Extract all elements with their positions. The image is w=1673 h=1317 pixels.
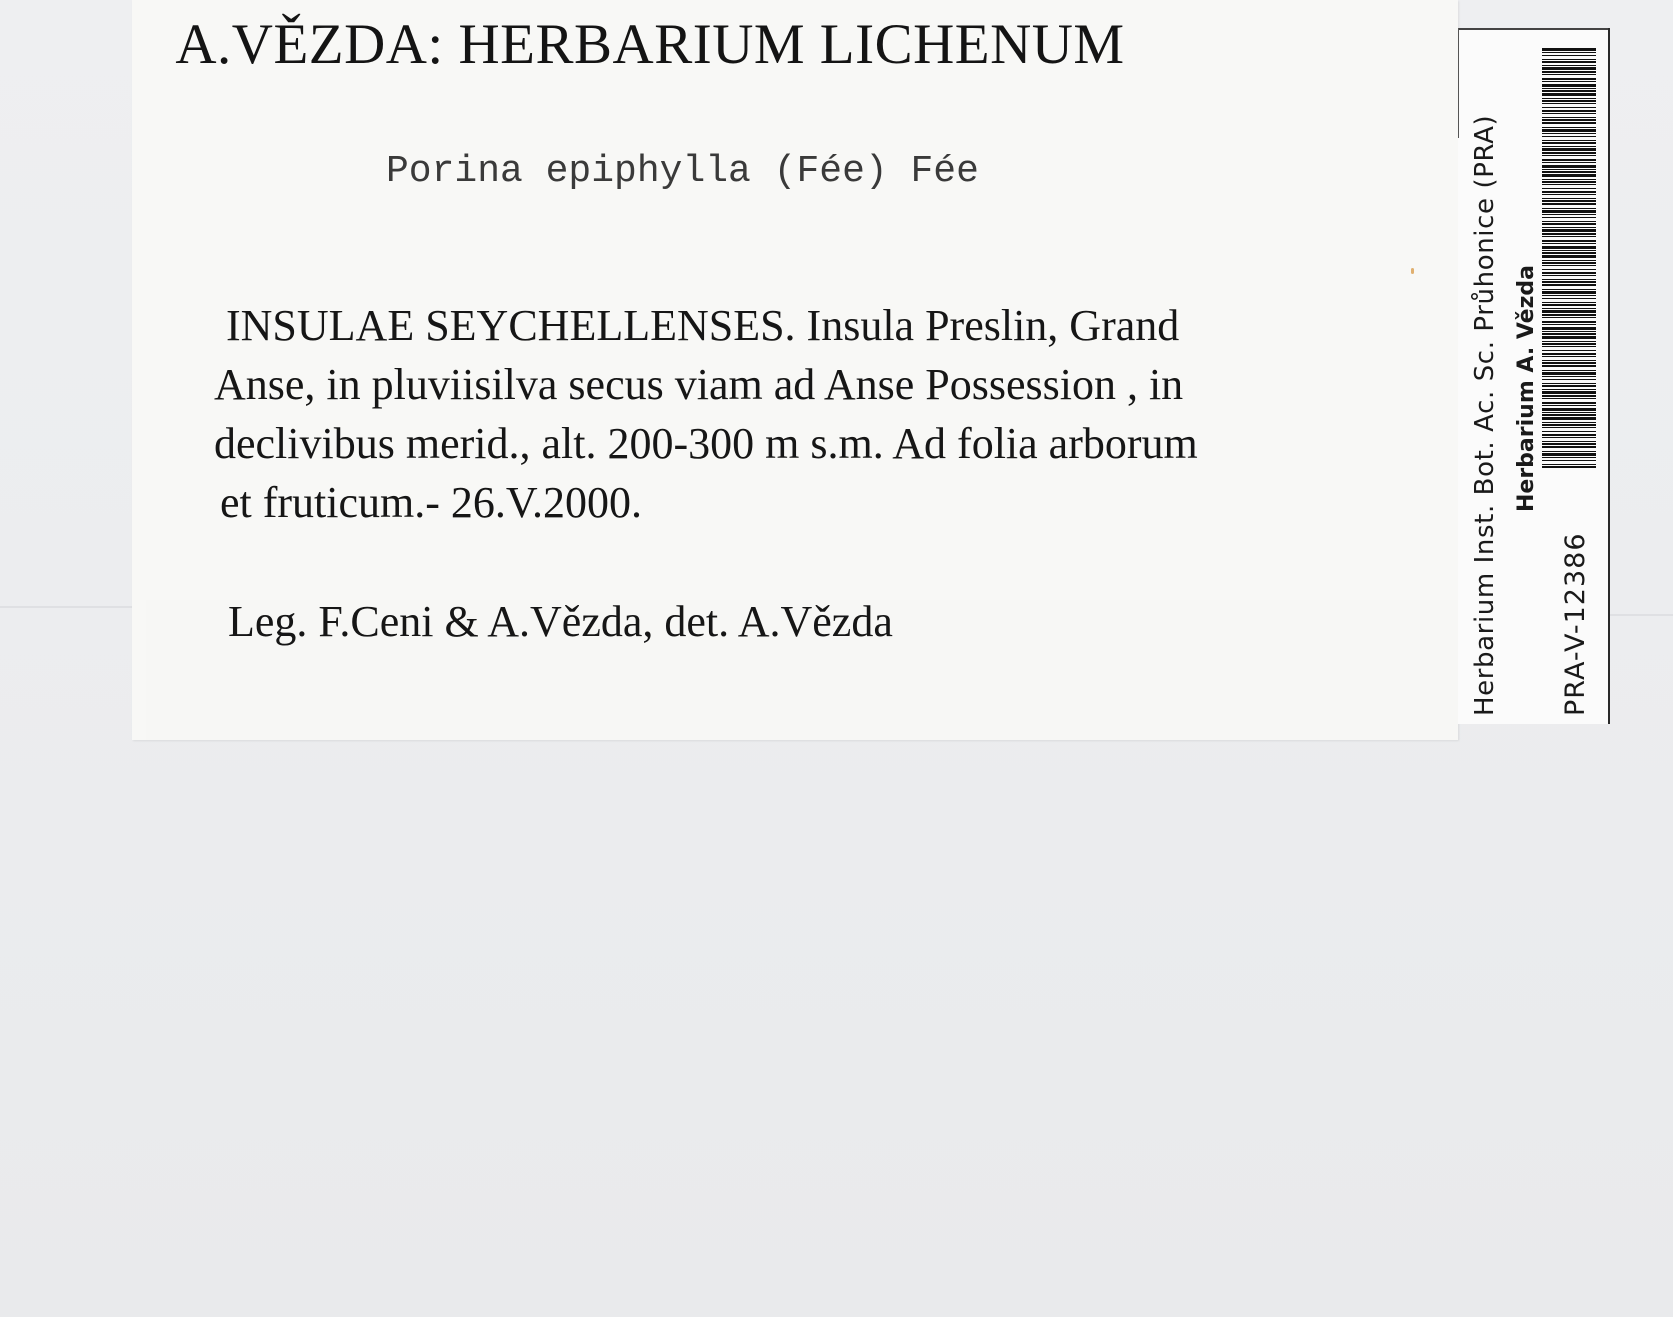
barcode-bar [1542, 324, 1596, 325]
barcode-bar [1542, 417, 1596, 420]
barcode-bar [1542, 93, 1596, 96]
barcode-bar [1542, 314, 1596, 316]
barcode-bar [1542, 310, 1596, 313]
barcode-bar [1542, 272, 1596, 274]
barcode-bar [1542, 281, 1596, 283]
barcode-bar [1542, 71, 1596, 73]
locality-text [214, 296, 1366, 532]
barcode-bar [1542, 350, 1596, 351]
barcode-bar [1542, 152, 1596, 154]
barcode-bar [1542, 362, 1596, 364]
barcode-bar [1542, 188, 1596, 189]
barcode-bar [1542, 159, 1596, 161]
barcode-bar [1542, 81, 1596, 82]
barcode-bar [1542, 336, 1596, 339]
institution-name: Herbarium Inst. Bot. Ac. Sc. Průhonice (PRA) [1470, 114, 1500, 716]
barcode-bar [1542, 265, 1596, 266]
barcode-bar [1542, 269, 1596, 270]
barcode-bar [1542, 122, 1596, 124]
barcode-bar [1542, 140, 1596, 141]
barcode-bar [1542, 223, 1596, 225]
barcode-bar [1542, 284, 1596, 286]
barcode-bar [1542, 346, 1596, 347]
barcode-bar [1542, 250, 1596, 251]
barcode-bar [1542, 208, 1596, 209]
barcode-bar [1542, 142, 1596, 144]
barcode-bar [1542, 331, 1596, 332]
barcode-bar [1542, 365, 1596, 367]
barcode-bar [1542, 174, 1596, 177]
barcode-bar [1542, 179, 1596, 180]
barcode-bar [1542, 412, 1596, 413]
barcode-bar [1542, 356, 1596, 357]
accession-number: PRA-V-12386 [1560, 532, 1591, 716]
stamp-left-border [1458, 28, 1459, 138]
barcode-bar [1542, 279, 1596, 280]
barcode-bar [1542, 341, 1596, 342]
barcode-bar [1542, 298, 1596, 299]
barcode-bar [1542, 236, 1596, 237]
barcode-bar [1542, 424, 1596, 426]
barcode-bar [1542, 146, 1596, 147]
barcode-bar [1542, 372, 1596, 375]
barcode-bar [1542, 457, 1596, 458]
barcode-bar [1542, 289, 1596, 290]
barcode-bar [1542, 169, 1596, 170]
barcode-bar [1542, 90, 1596, 92]
barcode-bar [1542, 383, 1596, 384]
barcode-bar [1542, 194, 1596, 195]
barcode-bar [1542, 67, 1596, 70]
barcode-bar [1542, 252, 1596, 254]
barcode-bar [1542, 262, 1596, 264]
barcode-bar [1542, 52, 1596, 53]
locality-line: declivibus merid., alt. 200-300 m s.m. Ad folia arborum [214, 419, 1198, 468]
barcode-bar [1542, 317, 1596, 318]
barcode-bar [1542, 165, 1596, 168]
barcode-bar [1542, 55, 1596, 56]
barcode-bar [1542, 200, 1596, 202]
barcode-bar [1542, 451, 1596, 452]
collector-line: Leg. F.Ceni & A.Vězda, det. A.Vězda [228, 597, 893, 646]
barcode-bar [1542, 385, 1596, 387]
barcode-bar [1542, 48, 1596, 51]
barcode-bar [1542, 414, 1596, 416]
barcode-bar [1542, 198, 1596, 199]
barcode-bar [1542, 466, 1596, 468]
barcode-bar [1542, 117, 1596, 118]
barcode-bar [1542, 295, 1596, 296]
barcode-bar [1542, 119, 1596, 121]
paper-speck [1411, 268, 1414, 274]
sheet-fold-line [0, 606, 150, 608]
barcode-bar [1542, 78, 1596, 80]
barcode-bar [1542, 376, 1596, 377]
barcode-bar [1542, 446, 1596, 448]
barcode-bar [1542, 437, 1596, 438]
barcode-bar [1542, 327, 1596, 330]
barcode-bar [1542, 333, 1596, 335]
barcode-bar [1542, 464, 1596, 465]
barcode-bar [1542, 100, 1596, 102]
barcode-bar [1542, 275, 1596, 276]
barcode-bar [1542, 360, 1596, 361]
barcode-bar [1542, 308, 1596, 309]
barcode-bar [1542, 162, 1596, 163]
barcode-bar [1542, 243, 1596, 244]
barcode-bar [1542, 181, 1596, 183]
barcode-bar [1542, 191, 1596, 193]
barcode-bar [1542, 391, 1596, 394]
barcode-bar [1542, 155, 1596, 156]
barcode-bar [1542, 148, 1596, 151]
barcode-bar [1542, 370, 1596, 371]
barcode-bar [1542, 353, 1596, 355]
barcode-bar [1542, 229, 1596, 232]
barcode-bar [1542, 304, 1596, 306]
barcode-bar [1542, 255, 1596, 258]
barcode-bar [1542, 302, 1596, 303]
barcode-bar [1542, 110, 1596, 112]
barcode-bar [1542, 98, 1596, 99]
barcode-bar [1542, 441, 1596, 442]
institution-stamp [1458, 28, 1610, 724]
barcode-bar [1542, 398, 1596, 399]
barcode-bar [1542, 203, 1596, 205]
barcode-bar [1542, 129, 1596, 132]
barcode-bar [1542, 184, 1596, 185]
barcode-bar [1542, 103, 1596, 104]
barcode-bar [1542, 59, 1596, 60]
locality-line: Anse, in pluviisilva secus viam ad Anse Possession , in [214, 360, 1184, 409]
barcode-bar [1542, 379, 1596, 380]
barcode-bar [1542, 171, 1596, 173]
barcode-bar [1542, 389, 1596, 390]
label-title: A.VĚZDA: HERBARIUM LICHENUM [175, 13, 1125, 76]
barcode-bar [1542, 408, 1596, 411]
barcode-bar [1542, 88, 1596, 89]
barcode-bar [1542, 227, 1596, 228]
barcode-bar [1542, 84, 1596, 87]
barcode-bar [1542, 74, 1596, 75]
barcode-bar [1542, 221, 1596, 222]
barcode-bar [1542, 343, 1596, 345]
barcode-bar [1542, 217, 1596, 218]
barcode-bar [1542, 210, 1596, 213]
barcode-bar [1542, 65, 1596, 66]
locality-line: et fruticum.- 26.V.2000. [220, 478, 643, 527]
barcode-bar [1542, 460, 1596, 461]
barcode-bar [1542, 422, 1596, 423]
barcode-bar [1542, 402, 1596, 404]
barcode-bar [1542, 291, 1596, 294]
barcode-bar [1542, 427, 1596, 428]
taxon-name: Porina epiphylla (Fée) Fée [386, 150, 979, 193]
herbarium-name: Herbarium A. Vězda [1514, 264, 1539, 512]
barcode-bar [1542, 107, 1596, 108]
barcode-bar [1542, 240, 1596, 242]
barcode-bar [1542, 431, 1596, 432]
barcode-bar [1542, 233, 1596, 235]
barcode-bar [1542, 321, 1596, 323]
barcode-bar [1542, 246, 1596, 249]
barcode [1542, 48, 1596, 468]
stamp-top-border [1458, 28, 1608, 30]
barcode-bar [1542, 405, 1596, 406]
barcode-bar [1542, 395, 1596, 397]
barcode-bar [1542, 443, 1596, 445]
barcode-bar [1542, 61, 1596, 63]
barcode-bar [1542, 453, 1596, 456]
locality-line: INSULAE SEYCHELLENSES. Insula Preslin, Grand [226, 301, 1180, 350]
barcode-bar [1542, 434, 1596, 436]
barcode-bar [1542, 113, 1596, 114]
barcode-bar [1542, 260, 1596, 261]
barcode-bar [1542, 133, 1596, 134]
barcode-bar [1542, 214, 1596, 215]
barcode-bar [1542, 136, 1596, 137]
barcode-bar [1542, 127, 1596, 128]
